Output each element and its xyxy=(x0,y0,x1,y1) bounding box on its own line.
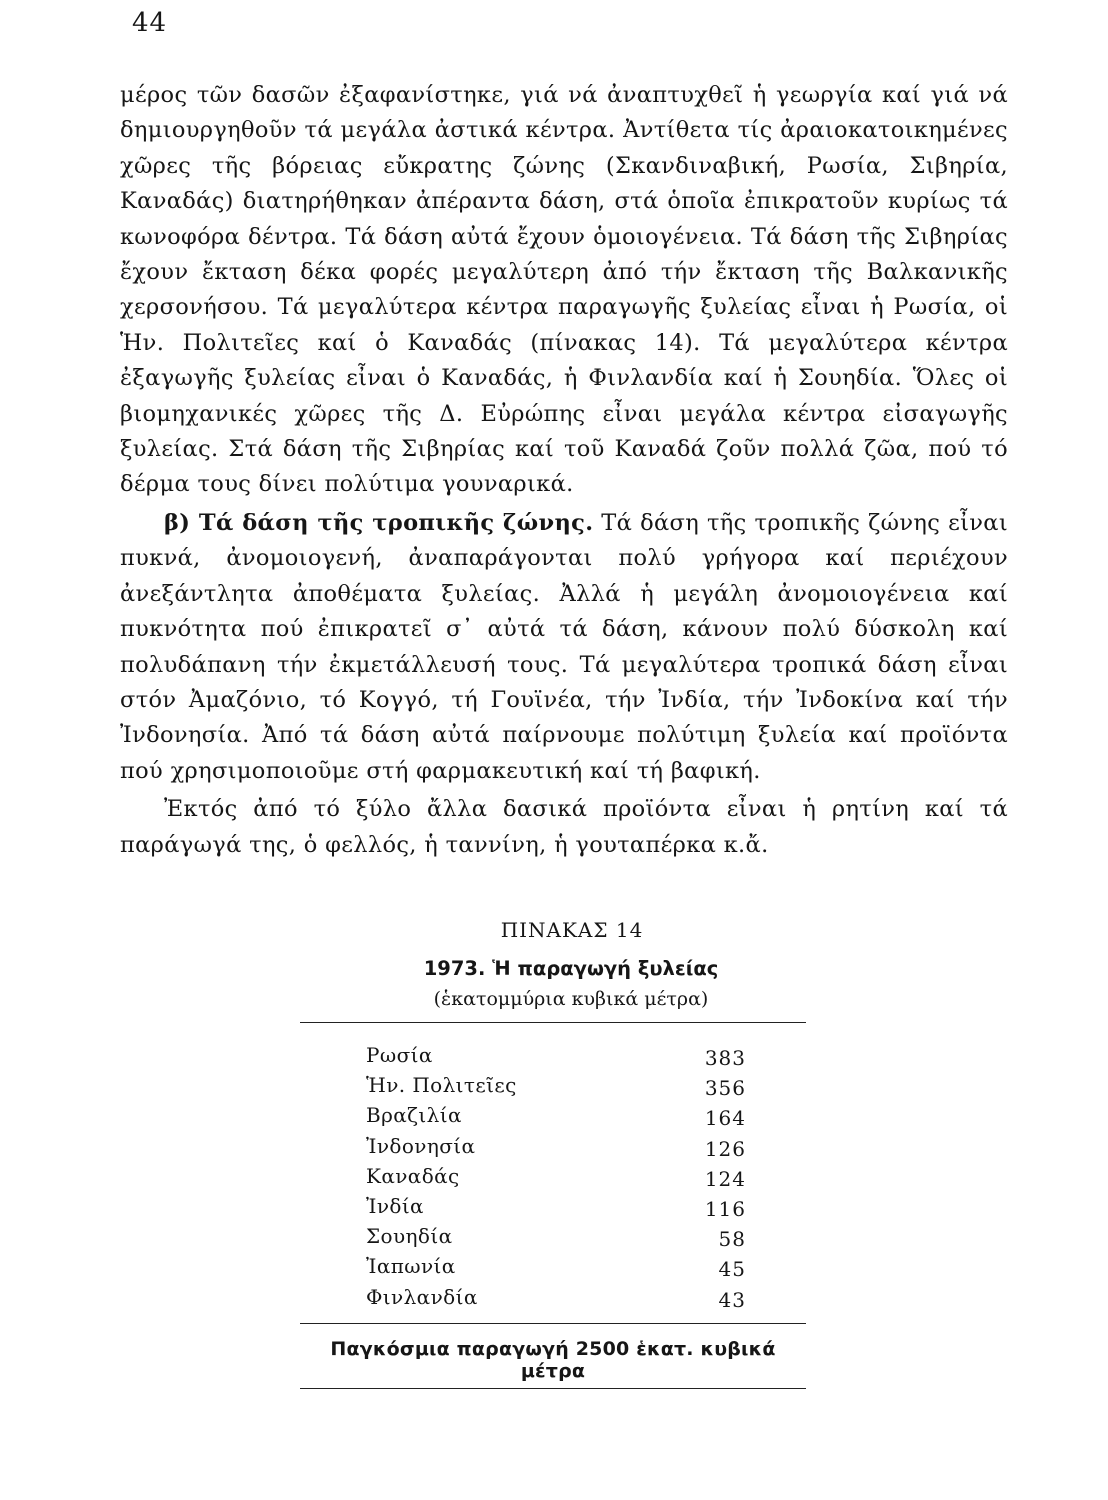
table-row xyxy=(300,1194,806,1224)
paragraph-tropical-forests xyxy=(120,506,1008,789)
table-row xyxy=(300,1224,806,1254)
production-value: 45 xyxy=(718,1257,746,1282)
country-name: Σουηδία xyxy=(366,1224,453,1249)
table-bottom-rule xyxy=(300,1323,806,1324)
table-row xyxy=(300,1164,806,1194)
production-value: 124 xyxy=(704,1166,746,1191)
table-row xyxy=(300,1254,806,1284)
table-row xyxy=(300,1073,806,1103)
page-number: 44 xyxy=(132,8,168,38)
country-name: Ἰνδία xyxy=(366,1193,424,1218)
table-row xyxy=(300,1043,806,1073)
table-caption: ΠΙΝΑΚΑΣ 14 xyxy=(500,918,644,942)
production-value: 58 xyxy=(718,1227,746,1252)
body-text xyxy=(120,78,1008,863)
table-row xyxy=(300,1103,806,1133)
country-name: Ἰνδονησία xyxy=(366,1133,476,1158)
production-value: 43 xyxy=(718,1287,746,1312)
country-name: Βραζιλία xyxy=(366,1103,462,1128)
country-name: Φινλανδία xyxy=(366,1284,478,1309)
production-value: 164 xyxy=(704,1106,746,1131)
table-unit: (ἑκατομμύρια κυβικά μέτρα) xyxy=(433,988,709,1010)
table-top-rule xyxy=(300,1022,806,1023)
paragraph-tropical-forests-body: Τά δάση τῆς τροπικῆς ζώνης εἶναι πυκνά, ἀνομοιογενή, ἀναπαράγονται πολύ γρήγορα καί περιέχουν ἀνεξάντλητα ἀποθέματα ξυλείας. Ἀλλά ἡ μεγάλη ἀνομοιογένεια καί πυκνότητα πού ἐπικρατεῖ σ᾽ αὐτά τά δάση, κάνουν πολύ δύσκολη καί πολυδάπανη τήν ἐκμετάλλευσή τους. Τά μεγαλύτερα τροπικά δάση εἶναι στόν Ἀμαζόνιο, τό Κογγό, τή Γουϊνέα, τήν Ἰνδία, τήν Ἰνδοκίνα καί τήν Ἰνδονησία. Ἀπό τά δάση αὐτά παίρνουμε πολύτιμη ξυλεία καί προϊόντα πού χρησιμοποιοῦμε στή φαρμακευτική καί τή βαφική. xyxy=(120,509,1008,784)
paragraph-northern-forests: μέρος τῶν δασῶν ἐξαφανίστηκε, γιά νά ἀναπτυχθεῖ ἡ γεωργία καί γιά νά δημιουργηθοῦν τά μεγάλα ἀστικά κέντρα. Ἀντίθετα τίς ἀραιοκατοικημένες χῶρες τῆς βόρειας εὔκρατης ζώνης (Σκανδιναβική, Ρωσία, Σιβηρία, Καναδάς) διατηρήθηκαν ἀπέραντα δάση, στά ὁποῖα ἐπικρατοῦν κυρίως τά κωνοφόρα δέντρα. Τά δάση αὐτά ἔχουν ὁμοιογένεια. Τά δάση τῆς Σιβηρίας ἔχουν ἔκταση δέκα φορές μεγαλύτερη ἀπό τήν ἔκταση τῆς Βαλκανικῆς χερσονήσου. Τά μεγαλύτερα κέντρα παραγωγῆς ξυλείας εἶναι ἡ Ρωσία, οἱ Ἡν. Πολιτεῖες καί ὁ Καναδάς (πίνακας 14). Τά μεγαλύτερα κέντρα ἐξαγωγῆς ξυλείας εἶναι ὁ Καναδάς, ἡ Φινλανδία καί ἡ Σουηδία. Ὅλες οἱ βιομηχανικές χῶρες τῆς Δ. Εὐρώπης εἶναι μεγάλα κέντρα εἰσαγωγῆς ξυλείας. Στά δάση τῆς Σιβηρίας καί τοῦ Καναδά ζοῦν πολλά ζῶα, πού τό δέρμα τους δίνει πολύτιμα γουναρικά. xyxy=(120,82,1008,498)
table-footer-world-production: Παγκόσμια παραγωγή 2500 ἑκατ. κυβικά μέτρα xyxy=(330,1337,776,1382)
table-title: 1973. Ἡ παραγωγή ξυλείας xyxy=(423,957,719,980)
country-name: Ἡν. Πολιτεῖες xyxy=(366,1073,517,1098)
country-name: Ρωσία xyxy=(366,1043,433,1067)
production-value: 383 xyxy=(704,1046,746,1070)
table-row xyxy=(300,1285,806,1315)
production-value: 116 xyxy=(704,1196,746,1221)
country-name: Ἰαπωνία xyxy=(366,1254,456,1279)
table-rows xyxy=(300,1043,806,1315)
section-heading-tropical-forests: β) Τά δάση τῆς τροπικῆς ζώνης. xyxy=(164,509,594,536)
production-value: 126 xyxy=(704,1136,746,1161)
table-row xyxy=(300,1134,806,1164)
country-name: Καναδάς xyxy=(366,1163,460,1188)
paragraph-other-forest-products: Ἐκτός ἀπό τό ξύλο ἄλλα δασικά προϊόντα εἶναι ἡ ρητίνη καί τά παράγωγά της, ὁ φελλός, ἡ ταννίνη, ἡ γουταπέρκα κ.ἄ. xyxy=(120,796,1008,858)
production-value: 356 xyxy=(704,1076,746,1101)
timber-production-table xyxy=(300,918,806,1389)
table-footer-rule xyxy=(300,1388,806,1389)
